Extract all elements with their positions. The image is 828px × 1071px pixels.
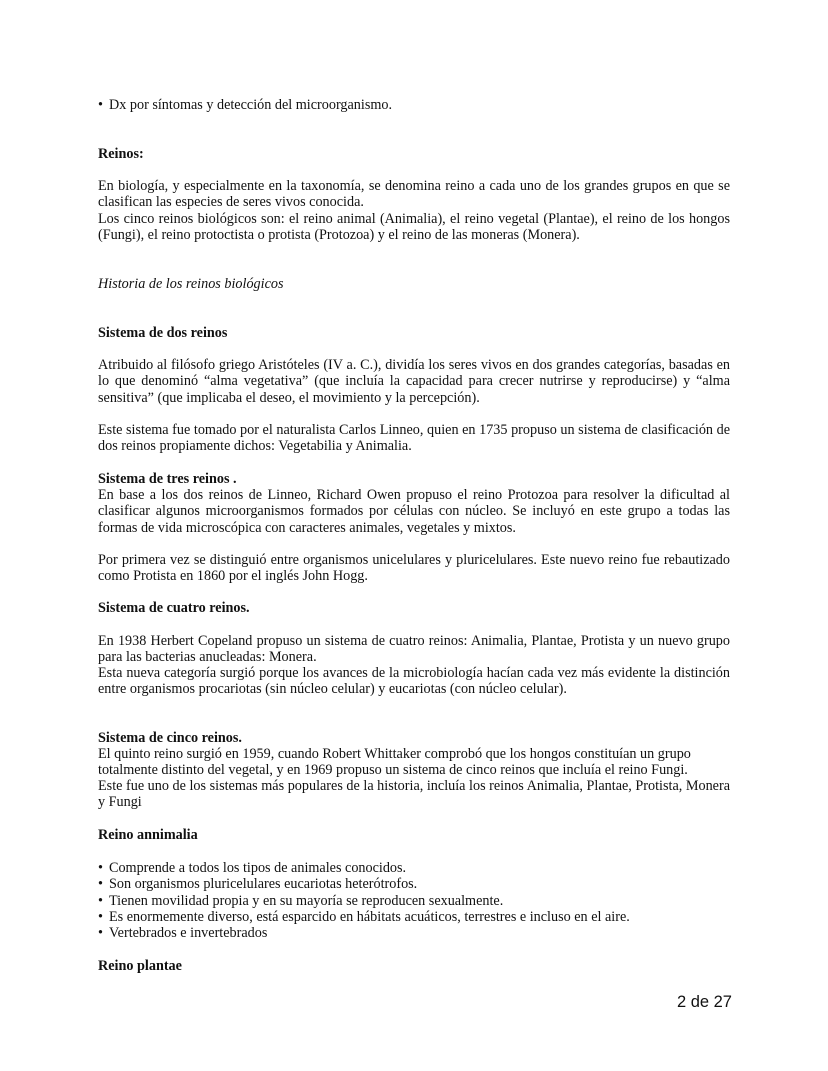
bullet-icon: • (98, 925, 103, 942)
section-heading-reino-plantae: Reino plantae (98, 958, 182, 974)
bullet-icon: • (98, 892, 103, 909)
list-item: • Tienen movilidad propia y en su mayoría se reproducen sexualmente. (98, 892, 504, 909)
bullet-icon: • (98, 908, 103, 925)
paragraph-cuatro-reinos-2: Esta nueva categoría surgió porque los avances de la microbiología hacían cada vez más evidente la distinción entre organismos procariotas (sin núcleo celular) y eucariotas (con núcleo celular). (98, 665, 730, 698)
bullet-icon: • (98, 97, 103, 113)
page-number: 2 de 27 (676, 993, 732, 1011)
bullet-icon: • (98, 876, 103, 893)
list-item: • Dx por síntomas y detección del microorganismo. (98, 97, 393, 113)
paragraph-reinos-definition: En biología, y especialmente en la taxonomía, se denomina reino a cada uno de los grandes grupos en que se clasifican las especies de seres vivos conocida. (98, 178, 730, 211)
bullet-icon: • (98, 860, 103, 876)
paragraph-cuatro-reinos-1: En 1938 Herbert Copeland propuso un sistema de cuatro reinos: Animalia, Plantae, Protista y un nuevo grupo para las bacterias anucleadas: Monera. (98, 633, 730, 666)
paragraph-dos-reinos-2: Este sistema fue tomado por el naturalista Carlos Linneo, quien en 1735 propuso un sistema de clasificación de dos reinos propiamente dichos: Vegetabilia y Animalia. (98, 422, 730, 455)
paragraph-dos-reinos-1: Atribuido al filósofo griego Aristóteles (IV a. C.), dividía los seres vivos en dos grandes categorías, basadas en lo que denominó “alma vegetativa” (que incluía la capacidad para crecer nutrirse y reproducirse) y “alma sensitiva” (que implicaba el deseo, el movimiento y la percepción). (98, 357, 730, 406)
intro-bullet-list (98, 97, 738, 113)
animalia-bullet-list (98, 860, 738, 941)
paragraph-cinco-reinos-2: Este fue uno de los sistemas más populares de la historia, incluía los reinos Animalia, Plantae, Protista, Monera y Fungi (98, 778, 730, 811)
paragraph-cinco-reinos-line-2: totalmente distinto del vegetal, y en 1969 propuso un sistema de cinco reinos que incluía el reino Fungi. (98, 762, 688, 778)
paragraph-tres-reinos-2: Por primera vez se distinguió entre organismos unicelulares y pluricelulares. Este nuevo reino fue rebautizado como Protista en 1860 por el inglés John Hogg. (98, 552, 730, 585)
list-item: • Vertebrados e invertebrados (98, 925, 268, 942)
section-heading-reinos: Reinos: (98, 146, 144, 162)
paragraph-cinco-reinos-line-1: El quinto reino surgió en 1959, cuando Robert Whittaker comprobó que los hongos constituían un grupo (98, 746, 691, 762)
list-item: • Son organismos pluricelulares eucariotas heterótrofos. (98, 876, 418, 893)
paragraph-tres-reinos-1: En base a los dos reinos de Linneo, Richard Owen propuso el reino Protozoa para resolver la dificultad al clasificar algunos microorganismos formados por células con núcleo. Se incluyó en este grupo a todas las formas de vida microscópica con caracteres animales, vegetales y mixtos. (98, 487, 730, 536)
paragraph-cinco-reinos-list: Los cinco reinos biológicos son: el reino animal (Animalia), el reino vegetal (Plantae), el reino de los hongos (Fungi), el reino protoctista o protista (Protozoa) y el reino de las moneras (Monera). (98, 211, 730, 244)
list-item: • Es enormemente diverso, está esparcido en hábitats acuáticos, terrestres e incluso en el aire. (98, 908, 630, 925)
section-heading-cinco-reinos: Sistema de cinco reinos. (98, 730, 242, 746)
list-item: • Comprende a todos los tipos de animales conocidos. (98, 860, 407, 876)
section-heading-cuatro-reinos: Sistema de cuatro reinos. (98, 600, 250, 616)
section-heading-tres-reinos: Sistema de tres reinos . (98, 471, 237, 487)
section-heading-dos-reinos: Sistema de dos reinos (98, 325, 228, 341)
section-heading-reino-animalia: Reino annimalia (98, 827, 198, 843)
subtitle-historia: Historia de los reinos biológicos (98, 276, 284, 292)
